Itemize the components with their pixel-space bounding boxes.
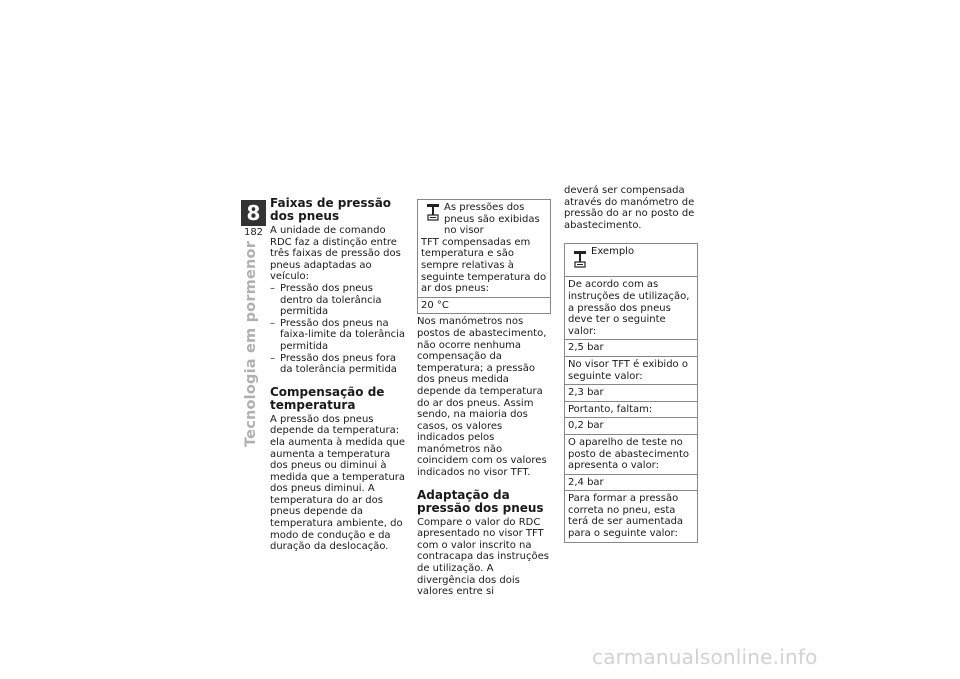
table-row: 2,4 bar xyxy=(565,474,697,491)
list-item: – Pressão dos pneus dentro da tolerância permitida xyxy=(270,283,408,318)
paragraph-compare: Compare o valor do RDC apresentado no visor TFT com o valor inscrito na contracapa das instruções de utilização. A divergência dos dois valores entre si xyxy=(417,516,549,598)
heading-temperature-compensation: Compensação de temperatura xyxy=(270,384,385,412)
heading-pressure-ranges: Faixas de pressão dos pneus xyxy=(270,196,392,223)
page-number: 182 xyxy=(243,227,264,238)
watermark: carmanualsonline.info xyxy=(592,645,818,669)
note-first-line: As pressões dos pneus são exibidas no visor xyxy=(444,202,540,237)
note-text xyxy=(418,200,550,297)
column-2 xyxy=(417,199,551,598)
table-row: 2,3 bar xyxy=(565,384,697,401)
table-row: O aparelho de teste no posto de abastecimento apresenta o valor: xyxy=(565,434,697,474)
note-value: 20 °C xyxy=(418,297,550,314)
column-3 xyxy=(564,185,698,543)
list-item: – Pressão dos pneus fora da tolerância permitida xyxy=(270,353,408,376)
paragraph-temperature: A pressão dos pneus depende da temperatura: ela aumenta à medida que aumenta a temperatura dos pneus ou diminui à medida que a temperatura dos pneus diminui. A temperatura do ar dos pneus depende da temperatura ambiente, do modo de condução e da duração da deslocação. xyxy=(270,413,406,553)
table-row: 0,2 bar xyxy=(565,417,697,434)
heading-pressure-adaptation: Adaptação da pressão dos pneus xyxy=(417,487,544,515)
table-row: 2,5 bar xyxy=(565,339,697,356)
note-box xyxy=(417,199,551,314)
paragraph-gauges: Nos manómetros nos postos de abastecimento, não ocorre nenhuma compensação da temperatura; a pressão dos pneus medida depende da temperatura do ar dos pneus. Assim sendo, na maioria dos casos, os valores indicados pelos manómetros não coincidem com os valores indicados no visor TFT. xyxy=(417,316,547,479)
paragraph-rdc-ranges: A unidade de comando RDC faz a distinção entre três faixas de pressão dos pneus adaptadas ao veículo: xyxy=(270,225,401,283)
note-continuation: TFT compensadas em temperatura e são sempre relativas à seguinte temperatura do ar dos pneus: xyxy=(421,236,547,295)
table-row: De acordo com as instruções de utilização, a pressão dos pneus deve ter o seguinte valor: xyxy=(565,276,697,339)
list-item: – Pressão dos pneus na faixa-limite da tolerância permitida xyxy=(270,318,408,353)
table-row: No visor TFT é exibido o seguinte valor: xyxy=(565,356,697,384)
example-label: Exemplo xyxy=(591,246,635,258)
paragraph-compensate: deverá ser compensada através do manómetro de pressão do ar no posto de abastecimento. xyxy=(564,185,695,231)
example-header xyxy=(565,244,697,276)
table-row: Portanto, faltam: xyxy=(565,401,697,418)
tire-gauge-icon xyxy=(573,250,587,268)
chapter-title-vertical: Tecnologia em pormenor xyxy=(243,240,259,447)
example-box xyxy=(564,243,698,542)
pressure-range-list xyxy=(270,283,408,376)
column-1 xyxy=(270,197,408,553)
tire-gauge-icon xyxy=(426,203,440,221)
table-row: Para formar a pressão correta no pneu, esta terá de ser aumentada para o seguinte valor: xyxy=(565,490,697,541)
chapter-number-badge: 8 xyxy=(241,200,266,226)
